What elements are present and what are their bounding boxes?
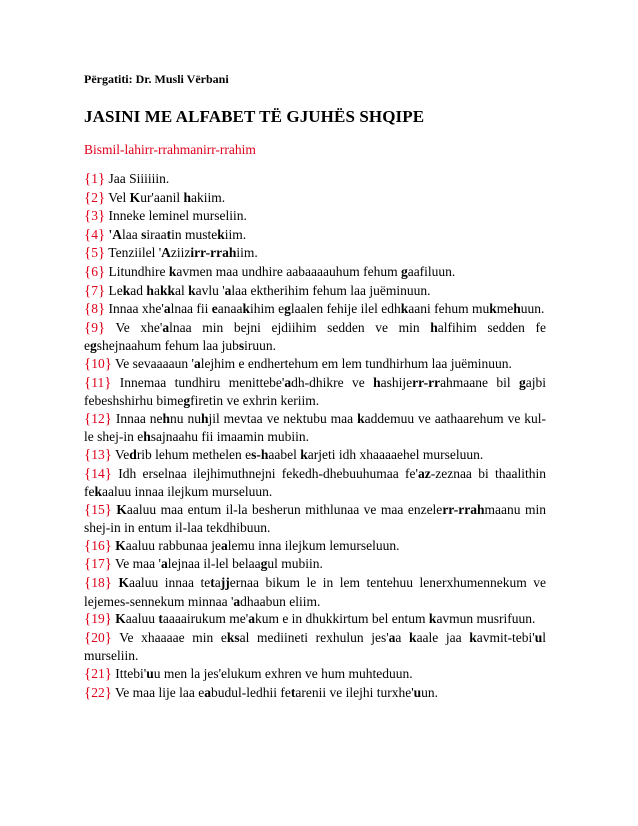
verse-21 xyxy=(84,665,546,684)
verse-number: {11} xyxy=(84,374,112,391)
verse-number: {6} xyxy=(84,263,106,280)
verse-text: Ve xhe'alnaa min bejni ejdiihim sedden ve min halfihim sedden fe egshejnaahum fehum laa jubsiruun. xyxy=(84,319,546,354)
verse-list xyxy=(84,170,546,702)
verse-number: {2} xyxy=(84,189,106,206)
verse-text: Innemaa tundhiru menittebe'adh-dhikre ve hashijerr-rrahmaane bil gajbi febeshshirhu bimegfiretin ve exhrin keriim. xyxy=(84,374,546,409)
verse-number: {4} xyxy=(84,226,106,243)
verse-text: 'Alaa siraatin mustekiim. xyxy=(108,226,247,242)
verse-5 xyxy=(84,244,546,263)
verse-text: Jaa Siiiiiin. xyxy=(108,171,170,186)
verse-text: Vedrib lehum methelen es-haabel karjeti idh xhaaaaehel murseluun. xyxy=(115,446,484,462)
verse-7 xyxy=(84,282,546,301)
verse-text: Innaa xhe'alnaa fii eanaakihim eglaalen fehije ilel edhkaani fehum mukmehuun. xyxy=(108,301,545,317)
verse-number: {9} xyxy=(84,319,106,336)
basmala-line: Bismil-lahirr-rrahmanirr-rrahim xyxy=(84,142,256,157)
verse-18 xyxy=(84,574,546,610)
verse-number: {8} xyxy=(84,301,106,318)
verse-17 xyxy=(84,555,546,574)
verse-3 xyxy=(84,207,546,226)
verse-number: {14} xyxy=(84,465,112,482)
verse-number: {17} xyxy=(84,556,112,573)
verse-13 xyxy=(84,446,546,465)
verse-text: Ve maa lije laa eabudul-ledhii fetarenii ve ilejhi turxhe'uun. xyxy=(115,684,439,700)
verse-number: {5} xyxy=(84,245,106,262)
verse-11 xyxy=(84,374,546,410)
verse-6 xyxy=(84,263,546,282)
verse-number: {13} xyxy=(84,446,112,463)
verse-text: Kaaluu maa entum il-la besherun mithlunaa ve maa enzelerr-rrahmaanu min shej-in in entum il-laa tekdhibuun. xyxy=(84,501,547,536)
verse-text: Inneke leminel murseliin. xyxy=(108,208,247,224)
verse-20 xyxy=(84,629,546,665)
verse-text: Kaaluu taaaairukum me'akum e in dhukkirtum bel entum kavmun musrifuun. xyxy=(115,611,536,627)
verse-12 xyxy=(84,410,546,446)
verse-number: {15} xyxy=(84,501,112,518)
verse-text: Ve sevaaaaun 'alejhim e endhertehum em lem tundhirhum laa juëminuun. xyxy=(115,355,512,371)
verse-14 xyxy=(84,465,546,501)
verse-8 xyxy=(84,300,546,319)
verse-text: Lekad hakkal kavlu 'alaa ektherihim fehum laa juëminuun. xyxy=(108,282,431,298)
verse-number: {16} xyxy=(84,537,112,554)
verse-number: {20} xyxy=(84,629,112,646)
verse-number: {10} xyxy=(84,355,112,372)
author-line: Përgatiti: Dr. Musli Vërbani xyxy=(84,72,229,86)
verse-text: Ittebi'uu men la jes'elukum exhren ve hum muhteduun. xyxy=(115,666,413,682)
verse-19 xyxy=(84,610,546,629)
document-title: JASINI ME ALFABET TË GJUHËS SHQIPE xyxy=(84,107,425,126)
verse-text: Litundhire kavmen maa undhire aabaaaauhum fehum gaafiluun. xyxy=(108,263,456,279)
verse-number: {21} xyxy=(84,666,112,683)
verse-22 xyxy=(84,684,546,703)
verse-number: {22} xyxy=(84,684,112,701)
verse-16 xyxy=(84,537,546,556)
verse-text: Tenziilel 'Aziizirr-rrahiim. xyxy=(108,245,258,261)
verse-2 xyxy=(84,189,546,208)
verse-number: {7} xyxy=(84,282,106,299)
verse-10 xyxy=(84,355,546,374)
verse-text: Vel Kur'aanil hakiim. xyxy=(108,189,226,205)
verse-text: Kaaluu innaa tetajjernaa bikum le in lem tentehuu lenerxhumennekum ve lejemes-sennekum minnaa 'adhaabun eliim. xyxy=(84,575,547,609)
verse-text: Idh erselnaa ilejhimuthnejni fekedh-dhebuuhumaa fe'az-zeznaa bi thaalithin fekaaluu innaa ilejkum murseluun. xyxy=(84,465,547,500)
verse-text: Kaaluu rabbunaa jealemu inna ilejkum lemurseluun. xyxy=(115,537,400,553)
verse-number: {3} xyxy=(84,208,106,225)
verse-number: {12} xyxy=(84,410,112,427)
verse-1 xyxy=(84,170,546,189)
verse-number: {19} xyxy=(84,611,112,628)
verse-15 xyxy=(84,501,546,537)
verse-4 xyxy=(84,226,546,245)
verse-number: {1} xyxy=(84,171,106,187)
verse-text: Innaa nehnu nuhjil mevtaa ve nektubu maa kaddemuu ve aathaarehum ve kul-le shej-in ehsajnaahu fii imaamin mubiin. xyxy=(84,410,547,445)
verse-9 xyxy=(84,319,546,355)
verse-text: Ve maa 'alejnaa il-lel belaagul mubiin. xyxy=(115,556,323,572)
verse-text: Ve xhaaaae min eksal mediineti rexhulun jes'aa kaale jaa kavmit-tebi'ul murseliin. xyxy=(84,629,546,664)
verse-number: {18} xyxy=(84,575,112,592)
